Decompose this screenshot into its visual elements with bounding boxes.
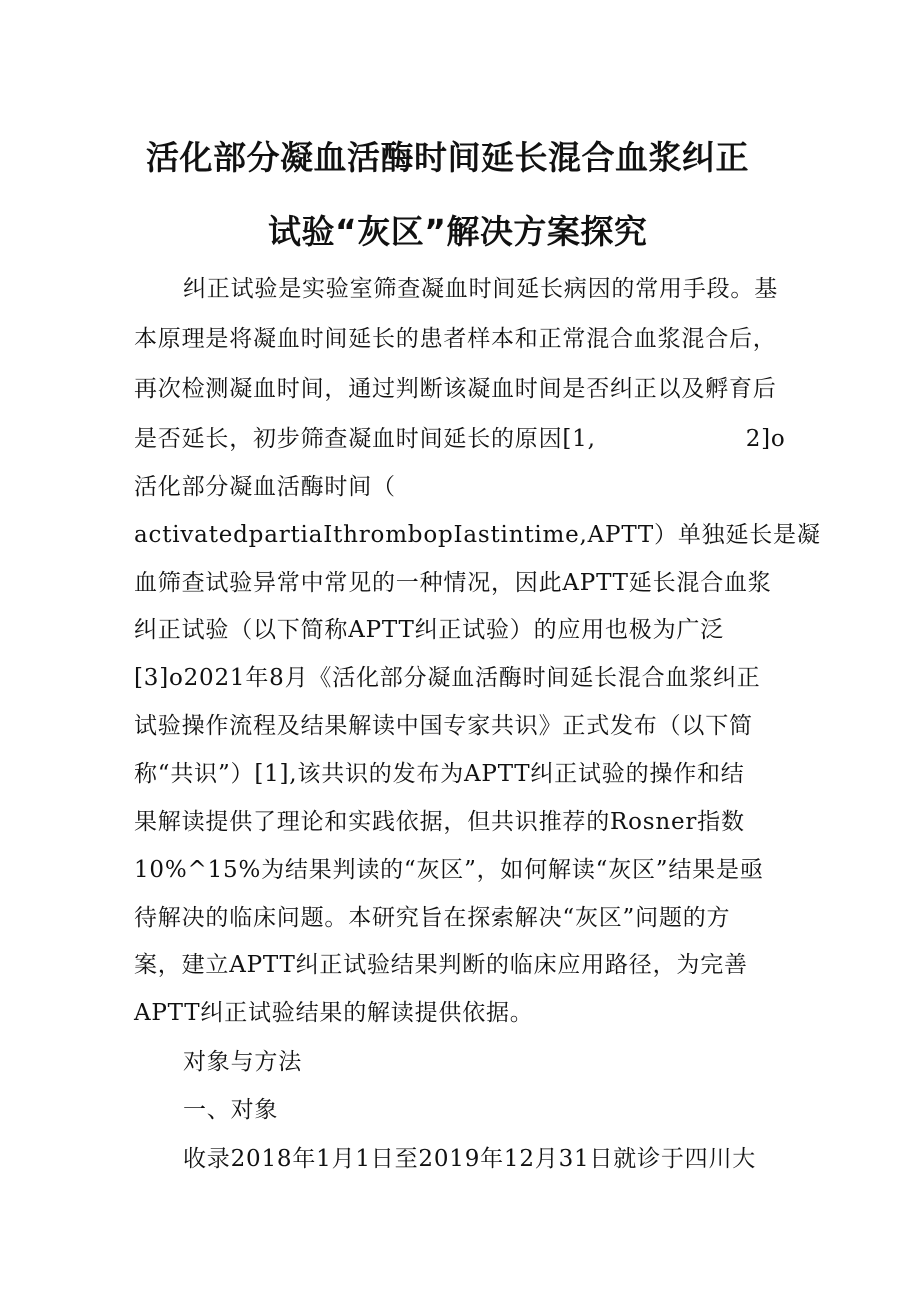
paragraph-line-text: 是否延长，初步筛查凝血时间延长的原因[1, [134,426,596,452]
section-heading-methods: 对象与方法 [183,1049,302,1075]
document-title-line-2: 试验“灰区”解决方案探究 [268,212,648,251]
paragraph-line: [3]o2021年8月《活化部分凝血活酶时间延长混合血浆纠正 [134,665,761,691]
paragraph-line: 纠正试验是实验室筛查凝血时间延长病因的常用手段。基 [183,276,778,302]
paragraph-line: APTT纠正试验结果的解读提供依据。 [134,1000,534,1026]
citation-tail: 2]o [745,426,786,452]
paragraph-line: 果解读提供了理论和实践依据，但共识推荐的Rosner指数 [134,809,745,835]
paragraph-line: 纠正试验（以下简称APTT纠正试验）的应用也极为广泛 [134,617,724,643]
paragraph-line: 收录2018年1月1日至2019年12月31日就诊于四川大 [183,1146,757,1172]
paragraph-line: activatedpartiaIthrombopIastintime,APTT）单独延长是凝 [134,522,821,548]
paragraph-line-with-citation [134,420,786,453]
section-heading-subjects: 一、对象 [183,1097,279,1123]
paragraph-line: 本原理是将凝血时间延长的患者样本和正常混合血浆混合后， [134,326,777,352]
paragraph-line: 活化部分凝血活酶时间（ [134,474,396,500]
paragraph-line: 待解决的临床问题。本研究旨在探索解决“灰区”问题的方 [134,905,731,931]
paragraph-line: 称“共识”）[1],该共识的发布为APTT纠正试验的操作和结 [134,761,745,787]
document-title-line-1: 活化部分凝血活酶时间延长混合血浆纠正 [146,138,749,177]
paragraph-line: 再次检测凝血时间，通过判断该凝血时间是否纠正以及孵育后 [134,376,777,402]
paragraph-line: 试验操作流程及结果解读中国专家共识》正式发布（以下简 [134,713,753,739]
paragraph-line: 10%^15%为结果判读的“灰区”，如何解读“灰区”结果是亟 [134,857,764,883]
paragraph-line: 案，建立APTT纠正试验结果判断的临床应用路径，为完善 [134,952,748,978]
paragraph-line: 血筛查试验异常中常见的一种情况，因此APTT延长混合血浆 [134,570,772,596]
